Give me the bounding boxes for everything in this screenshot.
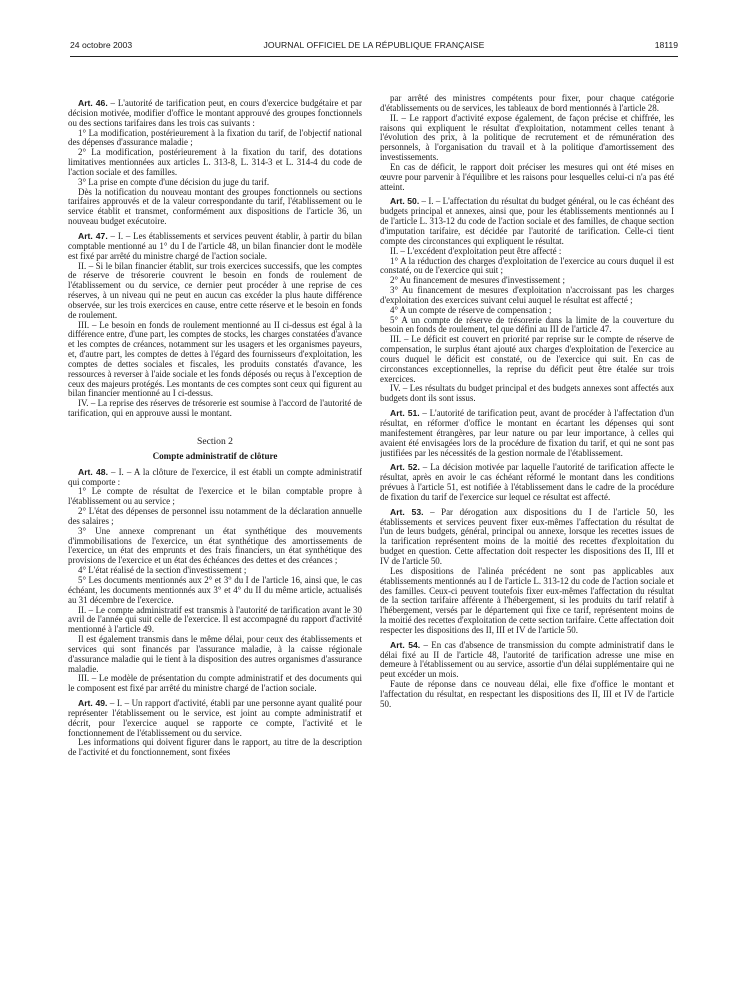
paragraph bbox=[380, 335, 674, 384]
article-number: Art. 49. bbox=[78, 698, 108, 709]
article-number: Art. 54. bbox=[390, 639, 421, 650]
paragraph-text: 2° La modification, postérieurement à la fixation du tarif, des dotations limitatives mentionnées aux articles L. 313-8, L. 314-3 et L. 314-4 du code de l'action sociale et des familles. bbox=[68, 147, 362, 177]
article-paragraph bbox=[380, 197, 674, 246]
paragraph-text: 3° Au financement de mesures d'exploitation n'accroissant pas les charges d'exploitation des exercices suivant celui auquel le résultat est affecté ; bbox=[380, 285, 674, 305]
article-number: Art. 47. bbox=[78, 230, 108, 241]
paragraph-text: 1° Le compte de résultat de l'exercice et le bilan comptable propre à l'établissement ou au service ; bbox=[68, 486, 362, 507]
paragraph bbox=[380, 94, 674, 114]
issue-date: 24 octobre 2003 bbox=[70, 40, 133, 50]
paragraph-text: – La décision motivée par laquelle l'autorité de tarification affecte le résultat, après en avoir le cas échéant réformé le montant dans les conditions prévues à l'article 51, est notifiée à l'établissement dans le cadre de la procédure de fixation du tarif de l'exercice sur lequel ce résultat est affecté. bbox=[380, 462, 674, 502]
paragraph-text: – Par dérogation aux dispositions du I de l'article 50, les établissements et services peuvent fixer eux-mêmes l'affectation du résultat de l'un de leurs budgets, général, principal ou annexe, lorsque les recettes issues de la tarification représentent moins de la moitié des recettes d'exploitation du budget en question. Cette affectation doit respecter les dispositions des II, III et IV de l'article 50. bbox=[380, 506, 674, 566]
article-number: Art. 50. bbox=[390, 196, 420, 207]
paragraph-text: 1° A la réduction des charges d'exploitation de l'exercice au cours duquel il est constaté, ou de l'exercice qui suit ; bbox=[380, 255, 674, 276]
paragraph-text: 2° Au financement de mesures d'investissement ; bbox=[390, 275, 565, 286]
paragraph bbox=[68, 738, 362, 758]
article-paragraph bbox=[68, 468, 362, 488]
right-column bbox=[380, 94, 674, 979]
article-paragraph bbox=[380, 641, 674, 680]
paragraph bbox=[68, 487, 362, 507]
section-heading: Section 2 bbox=[197, 436, 233, 447]
paragraph bbox=[380, 680, 674, 710]
article-paragraph bbox=[68, 99, 362, 129]
paragraph bbox=[380, 316, 674, 336]
paragraph-text: 4° L'état réalisé de la section d'investissement ; bbox=[78, 565, 247, 576]
paragraph bbox=[68, 129, 362, 149]
article-paragraph bbox=[68, 699, 362, 738]
left-column bbox=[68, 94, 362, 979]
paragraph bbox=[68, 576, 362, 606]
paragraph-text: En cas de déficit, le rapport doit préciser les mesures qui ont été mises en œuvre pour parvenir à l'équilibre et les raisons pour lesquelles celui-ci n'a pas été atteint. bbox=[380, 161, 674, 192]
paragraph bbox=[380, 286, 674, 306]
journal-title: JOURNAL OFFICIEL DE LA RÉPUBLIQUE FRANÇAISE bbox=[263, 40, 485, 50]
paragraph bbox=[68, 399, 362, 419]
paragraph-text: III. – Le besoin en fonds de roulement mentionné au II ci-dessus est égal à la différence entre, d'une part, les comptes de stocks, les charges constatées d'avance et les comptes de créances, notamment sur les usagers et les organismes payeurs, et, d'autre part, les comptes de dettes à l'égard des fournisseurs d'exploitation, les comptes de dettes sociales et fiscales, les produits constatés d'avance, les ressources à reverser à l'aide sociale et les fonds déposés ou reçus à l'exception de ceux des majeurs protégés. Les montants de ces comptes sont ceux qui figurent au bilan financier mentionné au I ci-dessus. bbox=[68, 319, 362, 399]
section-title: Compte administratif de clôture bbox=[152, 450, 278, 461]
paragraph bbox=[68, 321, 362, 400]
header-rule bbox=[70, 56, 678, 57]
paragraph-text: 5° A un compte de réserve de trésorerie dans la limite de la couverture du besoin en fonds de roulement, tel que défini au III de l'article 47. bbox=[380, 314, 674, 335]
paragraph-text: par arrêté des ministres compétents pour fixer, pour chaque catégorie d'établissements ou de services, les tableaux de bord mentionnés à l'article 28. bbox=[380, 94, 674, 113]
article-paragraph bbox=[380, 409, 674, 458]
article-number: Art. 52. bbox=[390, 462, 420, 473]
paragraph-text: II. – Le compte administratif est transmis à l'autorité de tarification avant le 30 avril de l'année qui suit celle de l'exercice. Il est accompagné du rapport d'activité mentionné à l'article 49. bbox=[68, 604, 362, 635]
paragraph bbox=[380, 114, 674, 163]
article-paragraph bbox=[380, 463, 674, 502]
paragraph-text: IV. – La reprise des réserves de trésorerie est soumise à l'accord de l'autorité de tarification, qui en approuve aussi le montant. bbox=[68, 398, 362, 419]
article-number: Art. 53. bbox=[390, 506, 424, 517]
paragraph-text: – L'autorité de tarification peut, en cours d'exercice budgétaire et par décision motivée, modifier d'office le montant approuvé des groupes fonctionnels ou des sections tarifaires dans les trois cas suivants : bbox=[68, 98, 362, 128]
paragraph bbox=[68, 188, 362, 227]
page-header bbox=[70, 40, 678, 54]
paragraph-text: II. – Le rapport d'activité expose également, de façon précise et chiffrée, les raisons qui expliquent le résultat d'exploitation, notamment celles tenant à l'évolution des prix, à la politique de recrutement et de rémunération des personnels, à l'organisation du travail et à la politique d'amortissement des investissements. bbox=[380, 112, 674, 163]
article-number: Art. 51. bbox=[390, 408, 420, 419]
paragraph-text: – L'autorité de tarification peut, avant de procéder à l'affectation d'un résultat, en réformer d'office le montant en écartant les dépenses qui sont manifestement étrangères, par leur nature ou par leur importance, à celles qui avaient été envisagées lors de la procédure de fixation du tarif, et qui ne sont pas justifiées par les nécessités de la gestion normale de l'établissement. bbox=[380, 408, 674, 458]
paragraph-text: Les informations qui doivent figurer dans le rapport, au titre de la description de l'activité et du fonctionnement, sont fixées bbox=[68, 737, 362, 758]
paragraph-text: Il est également transmis dans le même délai, pour ceux des établissements et services qui sont financés par l'assurance maladie, à la caisse régionale d'assurance maladie qui le tient à la disposition des autres organismes d'assurance maladie. bbox=[68, 634, 362, 674]
paragraph-text: 5° Les documents mentionnés aux 2° et 3° du I de l'article 16, ainsi que, le cas échéant, les documents mentionnés aux 3° et 4° du II du même article, actualisés au 31 décembre de l'exercice. bbox=[68, 574, 362, 605]
paragraph-text: III. – Le déficit est couvert en priorité par reprise sur le compte de réserve de compensation, le surplus étant ajouté aux charges d'exploitation de l'exercice au cours duquel le déficit est constaté, ou de l'exercice qui suit. En cas de circonstances exceptionnelles, la reprise du déficit peut être étalée sur trois exercices. bbox=[380, 334, 674, 384]
paragraph bbox=[68, 262, 362, 321]
paragraph bbox=[380, 163, 674, 193]
paragraph-text: Les dispositions de l'alinéa précédent ne sont pas applicables aux établissements mentionnés au I de l'article L. 313-12 du code de l'action sociale et des familles. Ceux-ci peuvent toutefois fixer eux-mêmes l'affectation du résultat de la section tarifaire afférente à l'hébergement, si les produits du tarif relatif à l'hébergement, versés par le département qui fixe ce tarif, représentent moins de la moitié des recettes d'exploitation de cette section tarifaire. Cette affectation doit respecter les dispositions des II, III et IV de l'article 50. bbox=[380, 565, 674, 635]
paragraph bbox=[380, 384, 674, 404]
paragraph bbox=[68, 606, 362, 636]
paragraph-text: III. – Le modèle de présentation du compte administratif et des documents qui le composent est fixé par arrêté du ministre chargé de l'action sociale. bbox=[68, 673, 362, 694]
paragraph bbox=[68, 148, 362, 178]
paragraph-text: – I. – A la clôture de l'exercice, il est établi un compte administratif qui comporte : bbox=[68, 466, 362, 487]
paragraph bbox=[68, 527, 362, 566]
paragraph-text: 3° La prise en compte d'une décision du juge du tarif. bbox=[78, 176, 270, 187]
page-number: 18119 bbox=[654, 40, 678, 50]
paragraph bbox=[68, 635, 362, 674]
paragraph-text: – En cas d'absence de transmission du compte administratif dans le délai fixé au II de l'article 48, l'autorité de tarification adresse une mise en demeure à l'établissement ou au service, assortie d'un délai supplémentaire qui ne peut excéder un mois. bbox=[380, 639, 674, 680]
paragraph-text: 2° L'état des dépenses de personnel issu notamment de la déclaration annuelle des salaires ; bbox=[68, 506, 362, 526]
article-number: Art. 46. bbox=[78, 98, 108, 108]
paragraph-text: – I. – L'affectation du résultat du budget général, ou le cas échéant des budgets principal et annexes, ainsi que, pour les établissements mentionnés au I de l'article L. 313-12 du code de l'action sociale et des familles, de chaque section d'imputation tarifaire, est décidée par l'autorité de tarification. Celle-ci tient compte des circonstances qui expliquent le résultat. bbox=[380, 196, 674, 246]
paragraph-text: 1° La modification, postérieurement à la fixation du tarif, de l'objectif national des dépenses d'assurance maladie ; bbox=[68, 127, 362, 148]
paragraph-text: 3° Une annexe comprenant un état synthétique des mouvements d'immobilisations de l'exercice, un état synthétique des amortissements de l'exercice, un état des emprunts et des frais financiers, un état synthétique des provisions de l'exercice et un état des échéances des dettes et des créances ; bbox=[68, 525, 362, 566]
paragraph-text: – I. – Les établissements et services peuvent établir, à partir du bilan comptable mentionné au 1° du I de l'article 48, un bilan financier dont le modèle est fixé par arrêté du ministre chargé de l'action sociale. bbox=[68, 230, 362, 261]
paragraph-text: 4° A un compte de réserve de compensation ; bbox=[390, 304, 552, 315]
paragraph-text: Dès la notification du nouveau montant des groupes fonctionnels ou sections tarifaires approuvés et de la valeur correspondante du tarif, l'établissement ou le service établit et transmet, conformément aux dispositions de l'article 36, un nouveau budget exécutoire. bbox=[68, 186, 362, 227]
paragraph bbox=[380, 567, 674, 636]
paragraph bbox=[380, 257, 674, 277]
paragraph-text: II. – Si le bilan financier établit, sur trois exercices successifs, que les comptes de réserve de trésorerie couvrent le besoin en fonds de roulement de l'établissement ou du service, ce dernier peut procéder à une reprise de ces réserves, à un niveau qui ne peut en aucun cas excéder la plus haute différence observée, sur les trois exercices en cause, entre cette réserve et le besoin en fonds de roulement. bbox=[68, 260, 362, 320]
paragraph-text: II. – L'excédent d'exploitation peut être affecté : bbox=[390, 245, 562, 256]
article-paragraph bbox=[68, 232, 362, 262]
paragraph-text: IV. – Les résultats du budget principal et des budgets annexes sont affectés aux budgets dont ils sont issus. bbox=[380, 383, 674, 404]
article-number: Art. 48. bbox=[78, 466, 108, 477]
article-paragraph bbox=[380, 508, 674, 567]
paragraph bbox=[68, 507, 362, 527]
paragraph bbox=[68, 674, 362, 694]
paragraph-text: – I. – Un rapport d'activité, établi par une personne ayant qualité pour représenter l'établissement ou le service, est joint au compte administratif et décrit, pour l'exercice auquel se rapporte ce compte, l'activité et le fonctionnement de l'établissement ou du service. bbox=[68, 698, 362, 738]
paragraph-text: Faute de réponse dans ce nouveau délai, elle fixe d'office le montant et l'affectation du résultat, en respectant les dispositions des II, III et IV de l'article 50. bbox=[380, 679, 674, 709]
